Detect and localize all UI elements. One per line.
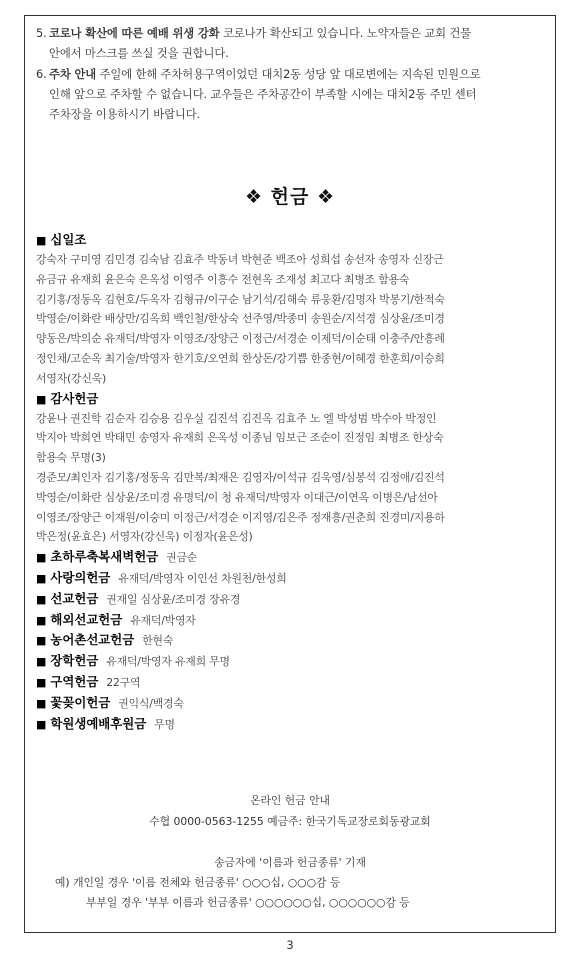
section-title: ■ 농어촌선교헌금 [36,632,135,648]
name-list: 유재덕/박영자 유재희 무명 [106,655,230,669]
section-title: ■ 선교헌금 [36,590,99,606]
offering-inline-section [36,630,548,651]
name-list: 강윤나 권진학 김순자 김승용 김우실 김진석 김진옥 김효주 노 엘 박성범 박수아 박정인 박지아 박희연 박태민 송영자 유재희 은옥성 이종님 임보근 조순이 진정임 최병조 한상숙 함용숙 무명(3) 경준모/최인자 김기홍/정동옥 김만복/최재은 김영자/이석규 김욱영/심봉석 김정애/김진석 박영순/이화란 심상윤/조미경 유명덕/이 청 유재덕/박영자 이대근/이연옥 이병은/남선아 이영조/장양근 이재원/이숭미 이정근/서경순 이지영/김은주 정재흥/권춘희 진경미/지용하 박은정(윤효은) 서영자(강신욱) 이정자(윤은성) [36,411,445,544]
notice-item [36,24,546,65]
notice-title: 코로나 확산에 따른 예배 위생 강화 [49,27,220,40]
name-list: 한현숙 [142,634,174,648]
name-list: 강숙자 구미영 김민경 김숙남 김효주 박동녀 박현준 백조아 성희섭 송선자 송영자 신장근 유금규 유재희 윤은숙 은옥성 이영주 이흥수 전현옥 조재성 최고다 최병조 함용숙 김기홍/정동옥 김현호/두옥자 김형규/이구순 남기석/김해숙 류웅환/김명자 박봉기/한적숙 박영순/이화란 배상만/김옥희 백인철/한상숙 선주영/박종미 송원순/지석경 심상윤/조미경 양동은/박의순 유재덕/박영자 이영조/장양근 이정근/서경순 이제덕/이순태 이충주/안흥례 정인채/고순옥 최기술/박영자 한기호/오연희 한상돈/강기쁨 한종현/이혜경 한훈희/이승희 서영자(강신욱) [36,253,445,385]
square-bullet-icon: ■ [36,392,47,406]
offering-inline-section [36,714,548,735]
online-offering-info [0,790,580,832]
notice-text: 코로나가 확산되고 있습니다. 노약자들은 교회 건물 [223,27,472,40]
section-title: ■ 십일조 [36,232,87,247]
guide-example-individual: 예) 개인일 경우 '이름 전체와 헌금종류' ○○○십, ○○○감 등 [55,876,341,889]
name-list: 22구역 [106,675,141,689]
square-bullet-icon: ■ [36,675,47,689]
name-list: 무명 [154,717,175,731]
offering-inline-section [36,547,548,568]
offerings-list [36,230,548,734]
section-title: ■ 학원생예배후원금 [36,715,147,731]
guide-example-couple: 부부일 경우 '부부 이름과 헌금종류' ○○○○○○십, ○○○○○○감 등 [86,896,410,909]
offering-inline-section [36,568,548,589]
square-bullet-icon: ■ [36,696,47,710]
notice-item [36,65,546,126]
section-title: ■ 초하루축복새벽헌금 [36,549,159,565]
section-title: ■ 꽃꽂이헌금 [36,694,111,710]
square-bullet-icon: ■ [36,592,47,606]
section-title: ■ 해외선교헌금 [36,611,123,627]
offering-inline-section [36,651,548,672]
square-bullet-icon: ■ [36,551,47,565]
square-bullet-icon: ■ [36,634,47,648]
bank-account: 수협 0000-0563-1255 예금주: 한국기독교장로회동광교회 [149,815,431,828]
square-bullet-icon: ■ [36,613,47,627]
square-bullet-icon: ■ [36,655,47,669]
notice-text: 안에서 마스크를 쓰실 것을 권합니다. [49,47,229,61]
notice-text: 주일에 한해 주차허용구역이었던 대치2동 성당 앞 대로변에는 지속된 민원으로 [99,67,481,81]
name-list: 권재일 심상윤/조미경 장유경 [106,592,241,606]
square-bullet-icon: ■ [36,717,47,731]
section-title: ■ 장학헌금 [36,653,99,669]
notice-title: 주차 안내 [49,67,97,81]
notice-text: 인해 앞으로 주차할 수 없습니다. 교우들은 주차공간이 부족할 시에는 대치2동 주민 센터 [49,87,477,101]
name-list: 유재덕/박영자 [130,613,196,627]
offering-inline-section [36,672,548,693]
offering-inline-section [36,693,548,714]
name-list: 권익식/백경숙 [118,696,184,710]
page-number: 3 [286,938,294,952]
notice-number: 5. [36,27,47,40]
offering-heading: ❖ 헌금 ❖ [244,186,335,208]
notices [36,24,546,125]
section-title: ■ 구역헌금 [36,673,99,689]
remittance-guide [0,853,580,913]
offering-section [36,389,548,548]
section-title: ■ 사랑의헌금 [36,569,111,585]
notice-text: 주차장을 이용하시기 바랍니다. [49,108,201,122]
guide-line: 송금자에 '이름과 헌금종류' 기재 [214,856,366,869]
section-title: ■ 감사헌금 [36,390,99,406]
square-bullet-icon: ■ [36,234,47,247]
name-list: 권금순 [166,551,198,565]
offering-inline-section [36,610,548,631]
online-offering-title: 온라인 헌금 안내 [250,794,330,807]
offering-section [36,230,548,389]
notice-number: 6. [36,67,47,81]
name-list: 유재덕/박영자 이인선 차원천/한성희 [118,571,287,585]
offering-inline-section [36,589,548,610]
square-bullet-icon: ■ [36,571,47,585]
